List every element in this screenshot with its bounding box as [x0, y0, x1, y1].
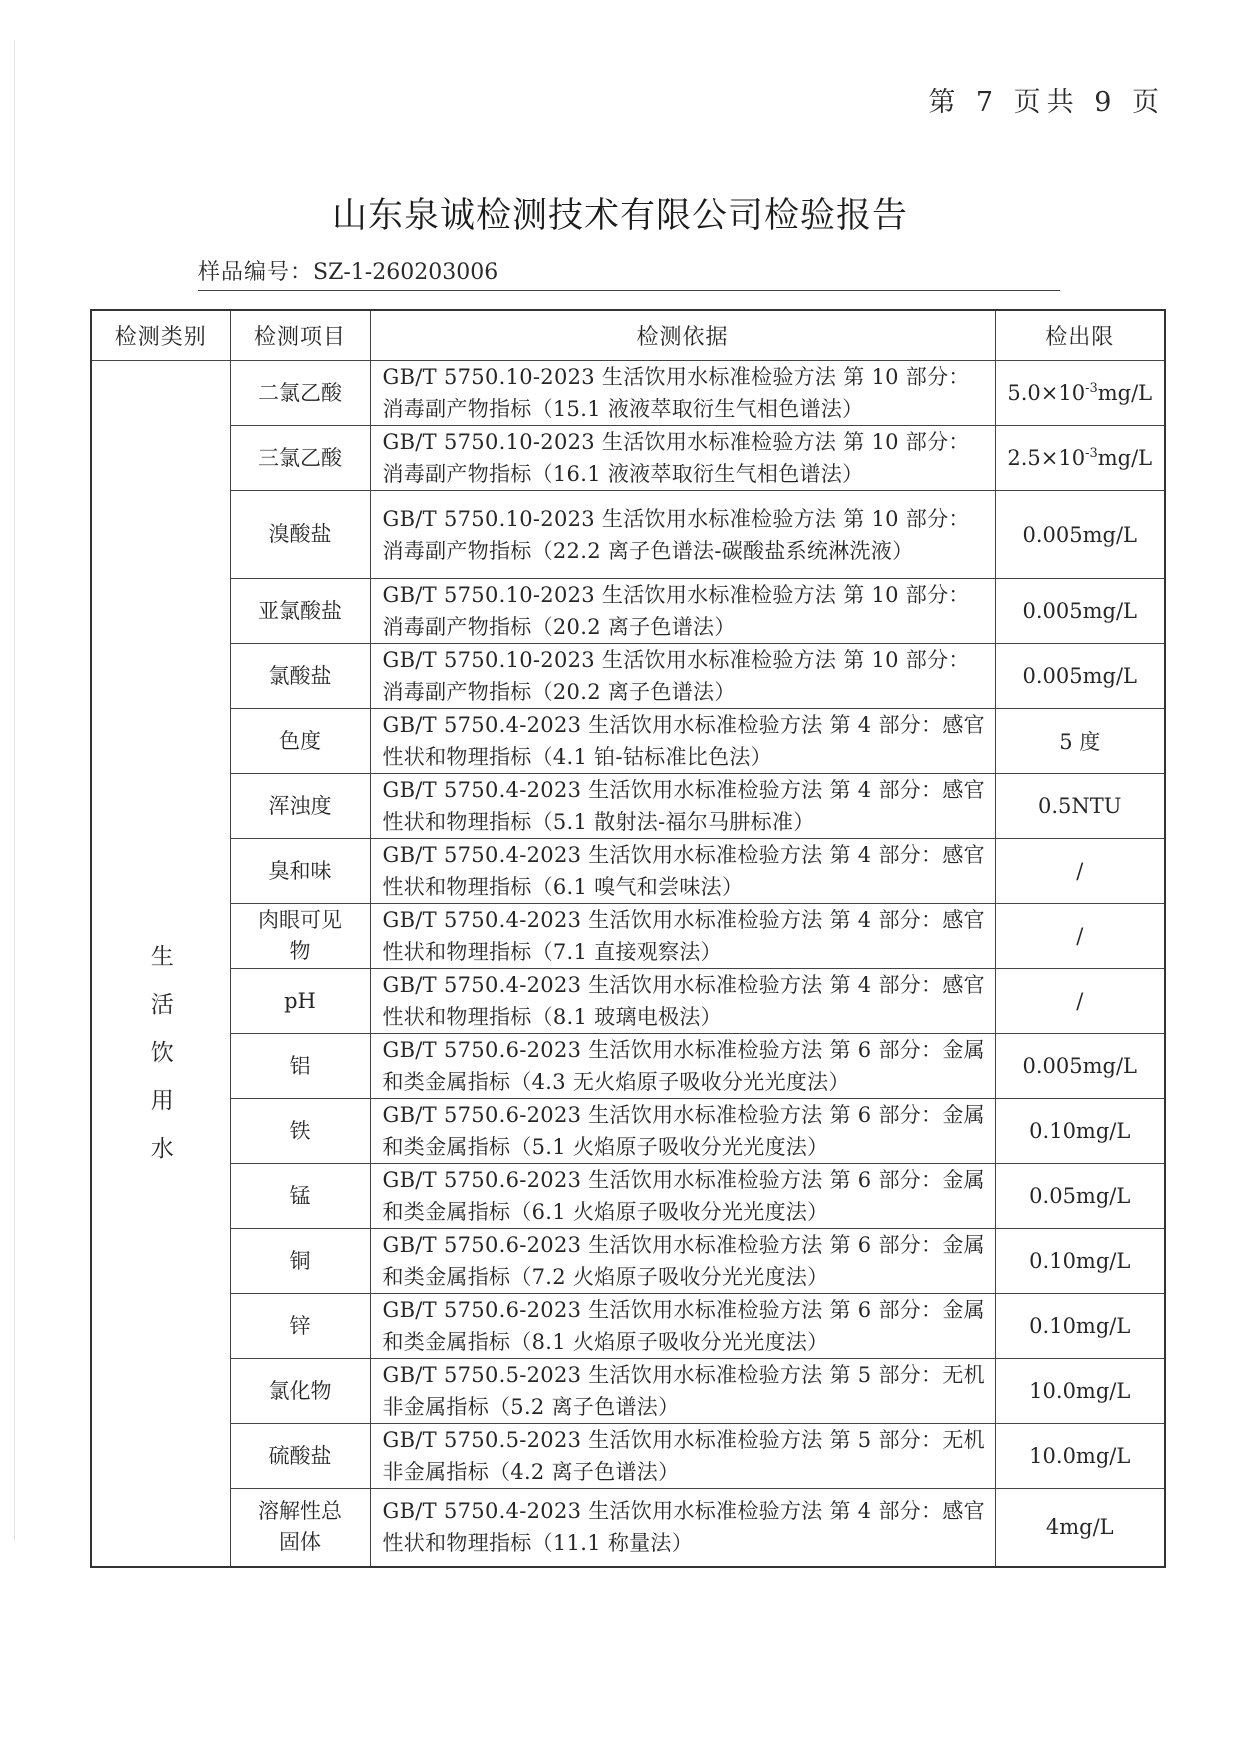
- basis-cell: GB/T 5750.4-2023 生活饮用水标准检验方法 第 4 部分：感官性状和物理指标（6.1 嗅气和尝味法）: [370, 839, 995, 904]
- column-header-basis: 检测依据: [370, 310, 995, 361]
- basis-cell: GB/T 5750.4-2023 生活饮用水标准检验方法 第 4 部分：感官性状和物理指标（8.1 玻璃电极法）: [370, 969, 995, 1034]
- table-row: [91, 709, 1165, 774]
- limit-cell: 0.10mg/L: [995, 1229, 1165, 1294]
- table-header-row: [91, 310, 1165, 361]
- item-cell: 硫酸盐: [230, 1424, 370, 1489]
- category-char: 水: [150, 1136, 174, 1163]
- table-row: [91, 839, 1165, 904]
- limit-unit: mg/L: [1097, 381, 1153, 405]
- basis-cell: GB/T 5750.5-2023 生活饮用水标准检验方法 第 5 部分：无机非金属指标（4.2 离子色谱法）: [370, 1424, 995, 1489]
- limit-cell: [995, 361, 1165, 426]
- table-row: [91, 579, 1165, 644]
- sample-number-label: 样品编号：: [198, 260, 314, 285]
- table-row: [91, 1164, 1165, 1229]
- item-cell: 二氯乙酸: [230, 361, 370, 426]
- table-row: [91, 969, 1165, 1034]
- basis-cell: GB/T 5750.10-2023 生活饮用水标准检验方法 第 10 部分：消毒副产物指标（20.2 离子色谱法）: [370, 579, 995, 644]
- page-number: 第 7 页共 9 页: [928, 87, 1165, 118]
- item-cell: 色度: [230, 709, 370, 774]
- table-row: [91, 774, 1165, 839]
- limit-cell: 0.005mg/L: [995, 1034, 1165, 1099]
- basis-cell: GB/T 5750.10-2023 生活饮用水标准检验方法 第 10 部分：消毒副产物指标（16.1 液液萃取衍生气相色谱法）: [370, 426, 995, 491]
- item-cell: 溴酸盐: [230, 491, 370, 579]
- category-char: 饮: [150, 1040, 174, 1067]
- column-header-category: 检测类别: [91, 310, 230, 361]
- inspection-table: [90, 309, 1166, 1568]
- sample-number-line: [198, 258, 1060, 291]
- table-row: [91, 1359, 1165, 1424]
- basis-cell: GB/T 5750.5-2023 生活饮用水标准检验方法 第 5 部分：无机非金属指标（5.2 离子色谱法）: [370, 1359, 995, 1424]
- item-cell: 臭和味: [230, 839, 370, 904]
- table-row: [91, 1034, 1165, 1099]
- table-row: [91, 644, 1165, 709]
- report-title: 山东泉诚检测技术有限公司检验报告: [331, 196, 908, 236]
- limit-base: 2.5×10: [1007, 446, 1086, 470]
- limit-cell: [995, 426, 1165, 491]
- basis-cell: GB/T 5750.10-2023 生活饮用水标准检验方法 第 10 部分：消毒副产物指标（20.2 离子色谱法）: [370, 644, 995, 709]
- limit-cell: 10.0mg/L: [995, 1424, 1165, 1489]
- item-cell: 氯化物: [230, 1359, 370, 1424]
- table-row: [91, 1489, 1165, 1567]
- item-cell: 肉眼可见物: [230, 904, 370, 969]
- item-cell: 亚氯酸盐: [230, 579, 370, 644]
- table-row: [91, 361, 1165, 426]
- item-cell: 锌: [230, 1294, 370, 1359]
- basis-cell: GB/T 5750.6-2023 生活饮用水标准检验方法 第 6 部分：金属和类金属指标（8.1 火焰原子吸收分光光度法）: [370, 1294, 995, 1359]
- limit-cell: 0.5NTU: [995, 774, 1165, 839]
- item-cell: 铁: [230, 1099, 370, 1164]
- category-char: 用: [150, 1088, 174, 1115]
- category-cell: [91, 361, 230, 1567]
- limit-exponent: -3: [1085, 446, 1098, 461]
- basis-cell: GB/T 5750.6-2023 生活饮用水标准检验方法 第 6 部分：金属和类金属指标（7.2 火焰原子吸收分光光度法）: [370, 1229, 995, 1294]
- table-row: [91, 426, 1165, 491]
- category-char: 生: [150, 944, 174, 971]
- table-row: [91, 1424, 1165, 1489]
- limit-cell: 0.10mg/L: [995, 1099, 1165, 1164]
- item-cell: 锰: [230, 1164, 370, 1229]
- limit-cell: 10.0mg/L: [995, 1359, 1165, 1424]
- limit-cell: /: [995, 839, 1165, 904]
- table-body: [91, 361, 1165, 1567]
- item-cell: 浑浊度: [230, 774, 370, 839]
- item-cell: 溶解性总固体: [230, 1489, 370, 1567]
- limit-cell: 0.005mg/L: [995, 644, 1165, 709]
- limit-base: 5.0×10: [1007, 381, 1086, 405]
- limit-cell: 0.005mg/L: [995, 579, 1165, 644]
- table-row: [91, 1229, 1165, 1294]
- column-header-limit: 检出限: [995, 310, 1165, 361]
- basis-cell: GB/T 5750.4-2023 生活饮用水标准检验方法 第 4 部分：感官性状和物理指标（5.1 散射法-福尔马肼标准）: [370, 774, 995, 839]
- basis-cell: GB/T 5750.6-2023 生活饮用水标准检验方法 第 6 部分：金属和类金属指标（5.1 火焰原子吸收分光光度法）: [370, 1099, 995, 1164]
- basis-cell: GB/T 5750.4-2023 生活饮用水标准检验方法 第 4 部分：感官性状和物理指标（4.1 铂-钴标准比色法）: [370, 709, 995, 774]
- limit-unit: mg/L: [1097, 446, 1153, 470]
- limit-cell: 0.05mg/L: [995, 1164, 1165, 1229]
- scan-edge-line: [14, 40, 15, 1540]
- category-text: [150, 933, 174, 1173]
- limit-cell: /: [995, 969, 1165, 1034]
- item-cell: 铜: [230, 1229, 370, 1294]
- basis-cell: GB/T 5750.4-2023 生活饮用水标准检验方法 第 4 部分：感官性状和物理指标（7.1 直接观察法）: [370, 904, 995, 969]
- sample-number-value: SZ-1-260203006: [313, 260, 499, 285]
- basis-cell: GB/T 5750.10-2023 生活饮用水标准检验方法 第 10 部分：消毒副产物指标（22.2 离子色谱法-碳酸盐系统淋洗液）: [370, 491, 995, 579]
- limit-cell: 0.10mg/L: [995, 1294, 1165, 1359]
- limit-exponent: -3: [1085, 381, 1098, 396]
- item-cell: 铝: [230, 1034, 370, 1099]
- table-row: [91, 1294, 1165, 1359]
- category-char: 活: [150, 992, 174, 1019]
- limit-cell: /: [995, 904, 1165, 969]
- basis-cell: GB/T 5750.6-2023 生活饮用水标准检验方法 第 6 部分：金属和类金属指标（4.3 无火焰原子吸收分光光度法）: [370, 1034, 995, 1099]
- column-header-item: 检测项目: [230, 310, 370, 361]
- basis-cell: GB/T 5750.10-2023 生活饮用水标准检验方法 第 10 部分：消毒副产物指标（15.1 液液萃取衍生气相色谱法）: [370, 361, 995, 426]
- limit-cell: 5 度: [995, 709, 1165, 774]
- item-cell: pH: [230, 969, 370, 1034]
- table-row: [91, 1099, 1165, 1164]
- basis-cell: GB/T 5750.6-2023 生活饮用水标准检验方法 第 6 部分：金属和类金属指标（6.1 火焰原子吸收分光光度法）: [370, 1164, 995, 1229]
- table-row: [91, 491, 1165, 579]
- item-cell: 三氯乙酸: [230, 426, 370, 491]
- limit-cell: 0.005mg/L: [995, 491, 1165, 579]
- table-row: [91, 904, 1165, 969]
- limit-cell: 4mg/L: [995, 1489, 1165, 1567]
- item-cell: 氯酸盐: [230, 644, 370, 709]
- basis-cell: GB/T 5750.4-2023 生活饮用水标准检验方法 第 4 部分：感官性状和物理指标（11.1 称量法）: [370, 1489, 995, 1567]
